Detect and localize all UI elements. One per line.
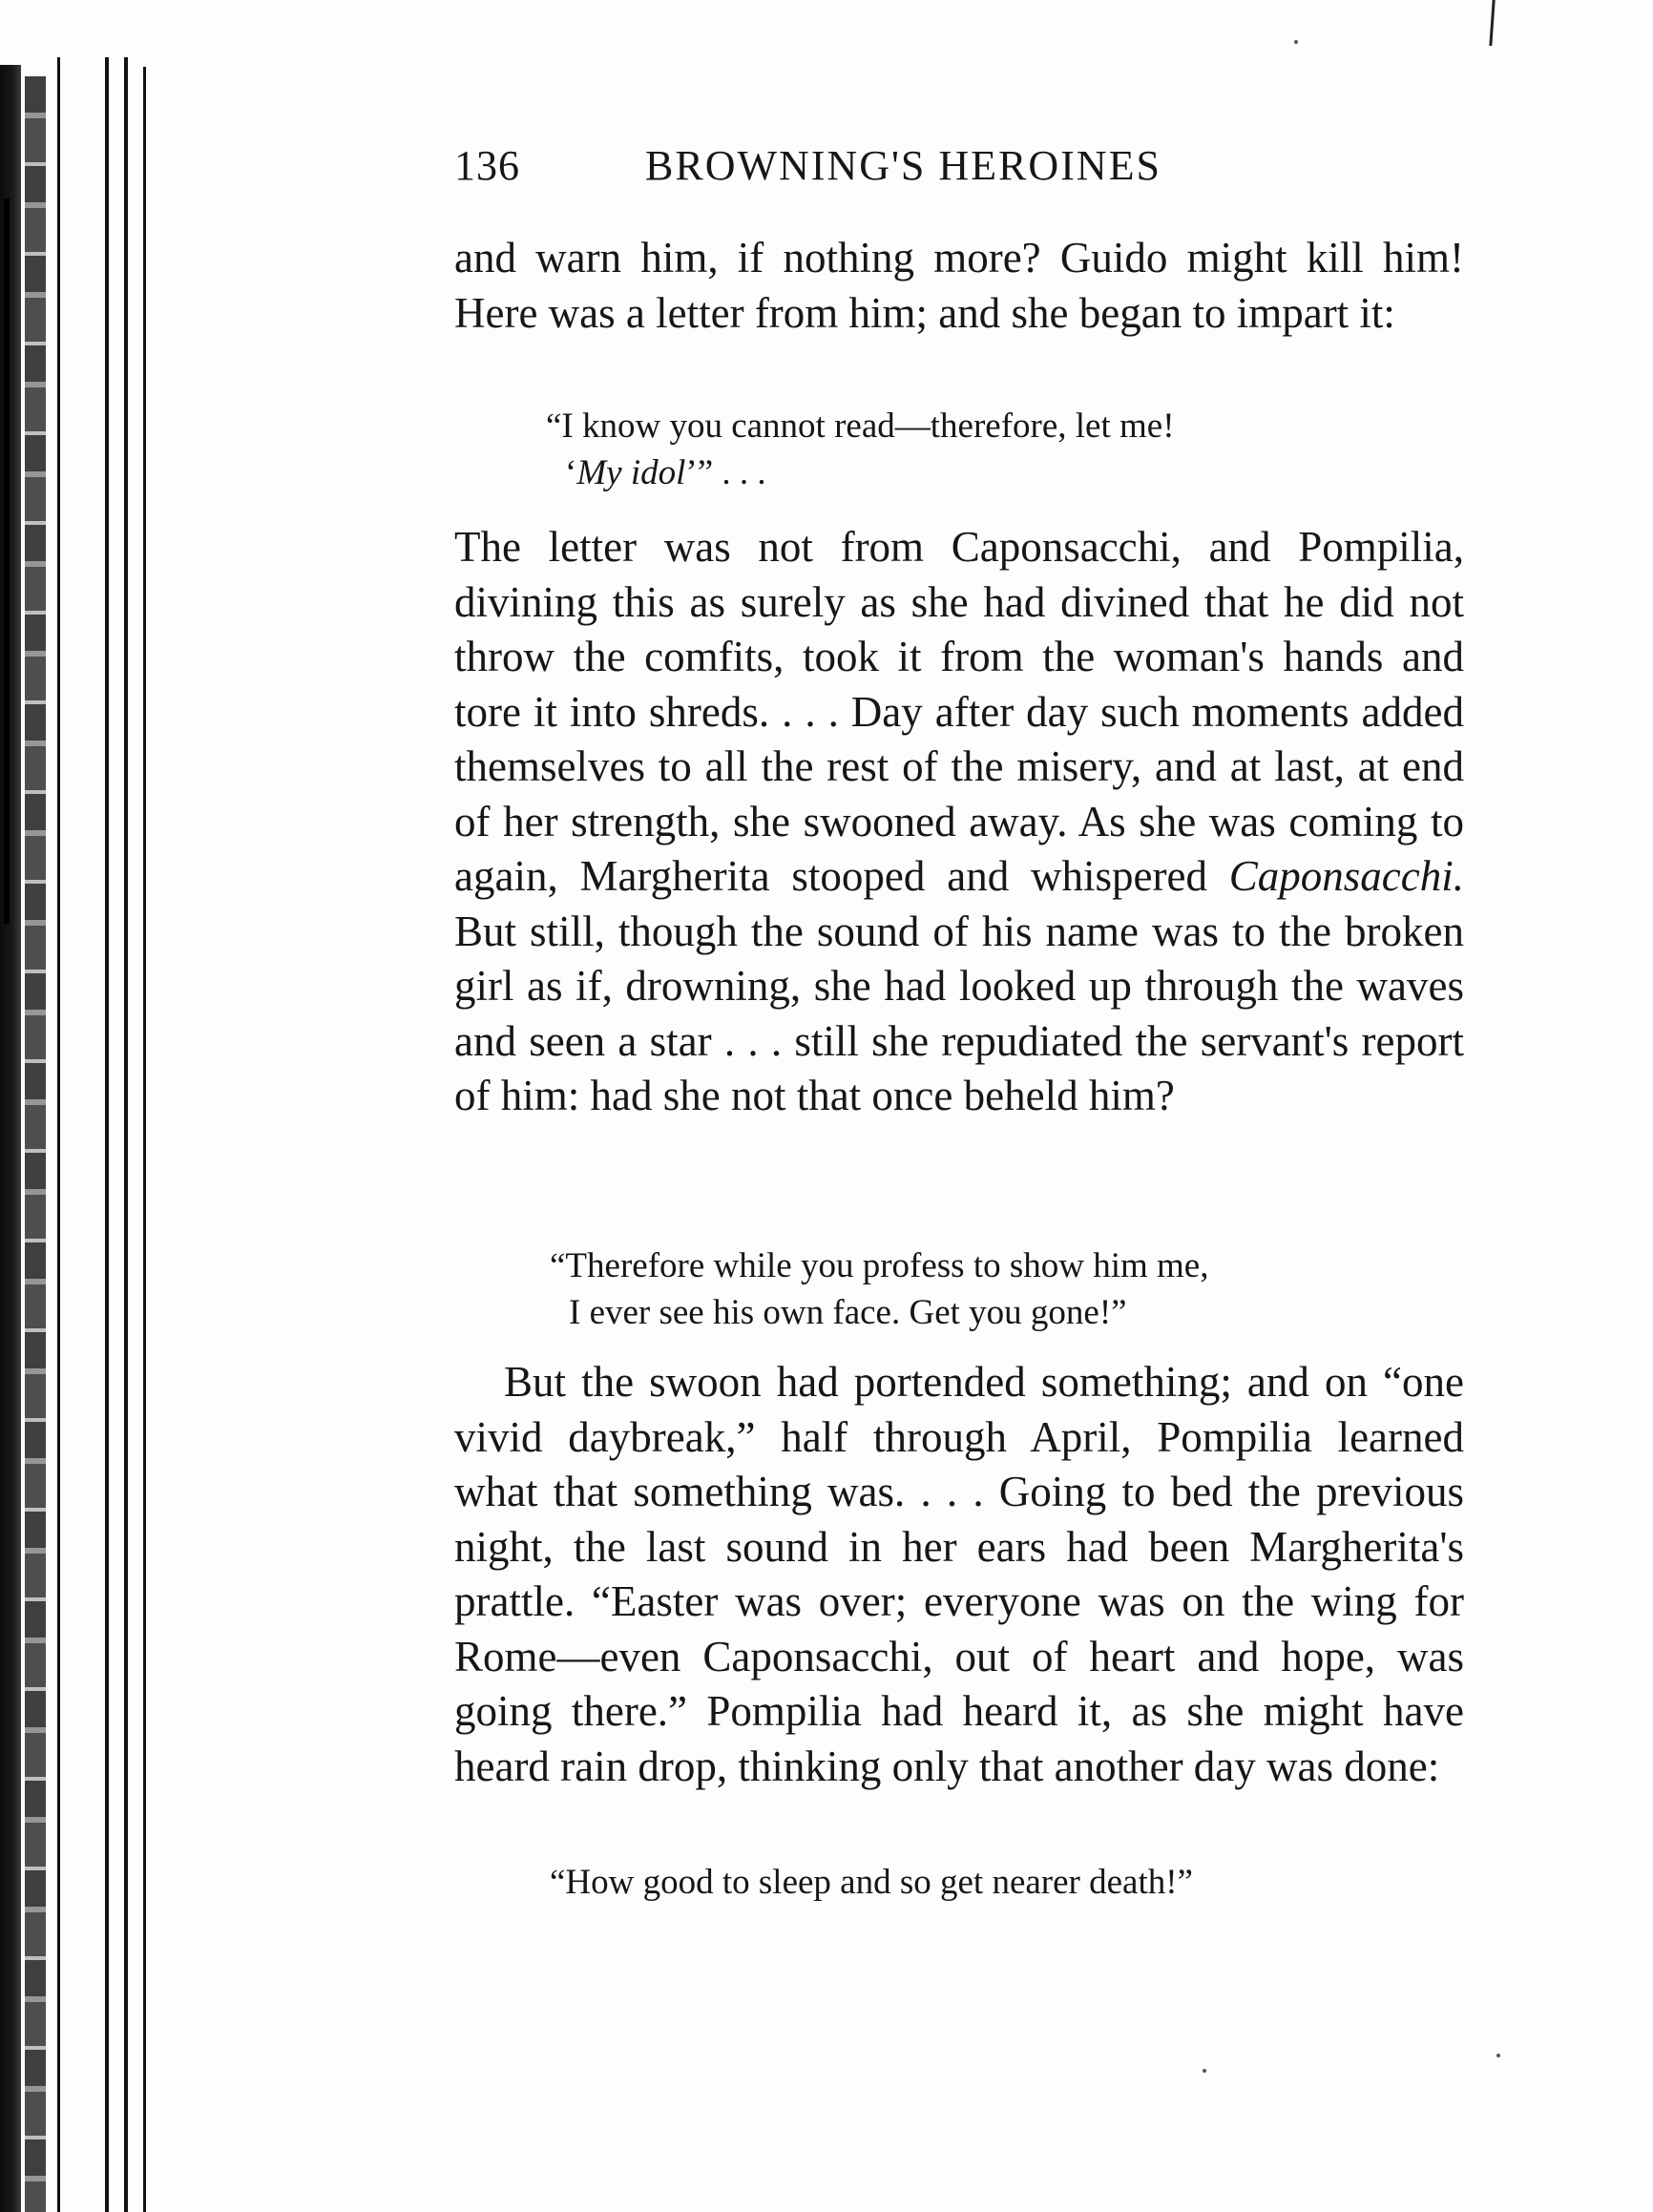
gutter-rule xyxy=(105,57,109,2212)
scan-speck xyxy=(1294,40,1298,44)
gutter-rule xyxy=(143,67,146,2212)
paragraph-2-text-a: The letter was not from Caponsacchi, and Pompilia, divining this as surely as she had divined that he did not throw the comfits, took it from the woman's hands and tore it into shreds. . . . Day after day such moments added themselves to all the rest of the misery, and at last, at end of her strength, she swooned away. As she was coming to again, Margherita stooped and whispered xyxy=(454,523,1464,900)
page-number: 136 xyxy=(454,142,520,189)
verse-line-close-quote: ’” . . . xyxy=(685,453,766,492)
scan-mark xyxy=(1489,0,1495,46)
verse-line-italic: My idol xyxy=(576,453,686,492)
running-title: BROWNING'S HEROINES xyxy=(645,142,1161,189)
verse-quote-3 xyxy=(550,1859,1193,1906)
verse-line-open-quote: ‘ xyxy=(565,453,577,492)
gutter-rule xyxy=(57,57,60,2212)
scan-speck xyxy=(1203,2069,1206,2073)
book-gutter-shadow xyxy=(0,65,21,2212)
paragraph-2-italic-name: Caponsacchi. xyxy=(1228,852,1464,900)
verse-line: I ever see his own face. Get you gone!” xyxy=(569,1293,1127,1332)
verse-line xyxy=(546,449,1175,496)
verse-quote-2 xyxy=(550,1242,1208,1336)
scan-speck xyxy=(1496,2054,1500,2057)
verse-line: “Therefore while you profess to show him me, xyxy=(550,1246,1209,1285)
verse-quote-1 xyxy=(546,403,1175,496)
paragraph-2 xyxy=(454,520,1464,1124)
verse-line: “How good to sleep and so get nearer death!” xyxy=(550,1863,1193,1902)
book-gutter-band xyxy=(25,76,46,2212)
paragraph-3: But the swoon had portended something; and on “one vivid daybreak,” half through April, Pompilia learned what that something was. . . . Going to bed the previous night, the last sound in her ears had been Margherita's prattle. “Easter was over; everyone was on the wing for Rome—even Caponsacchi, out of heart and hope, was going there.” Pompilia had heard it, as she might have heard rain drop, thinking only that another day was done: xyxy=(454,1358,1464,1790)
verse-line: “I know you cannot read—therefore, let me! xyxy=(546,407,1175,446)
paragraph-2-text-b: But still, though the sound of his name was to the broken girl as if, drowning, she had looked up through the waves and seen a star . . . still she repudiated the servant's report of him: had she not that once beheld him? xyxy=(454,907,1464,1119)
paragraph-1: and warn him, if nothing more? Guido might kill him! Here was a letter from him; and she began to impart it: xyxy=(454,234,1464,337)
page-header xyxy=(454,141,1466,198)
gutter-rule xyxy=(124,57,128,2212)
